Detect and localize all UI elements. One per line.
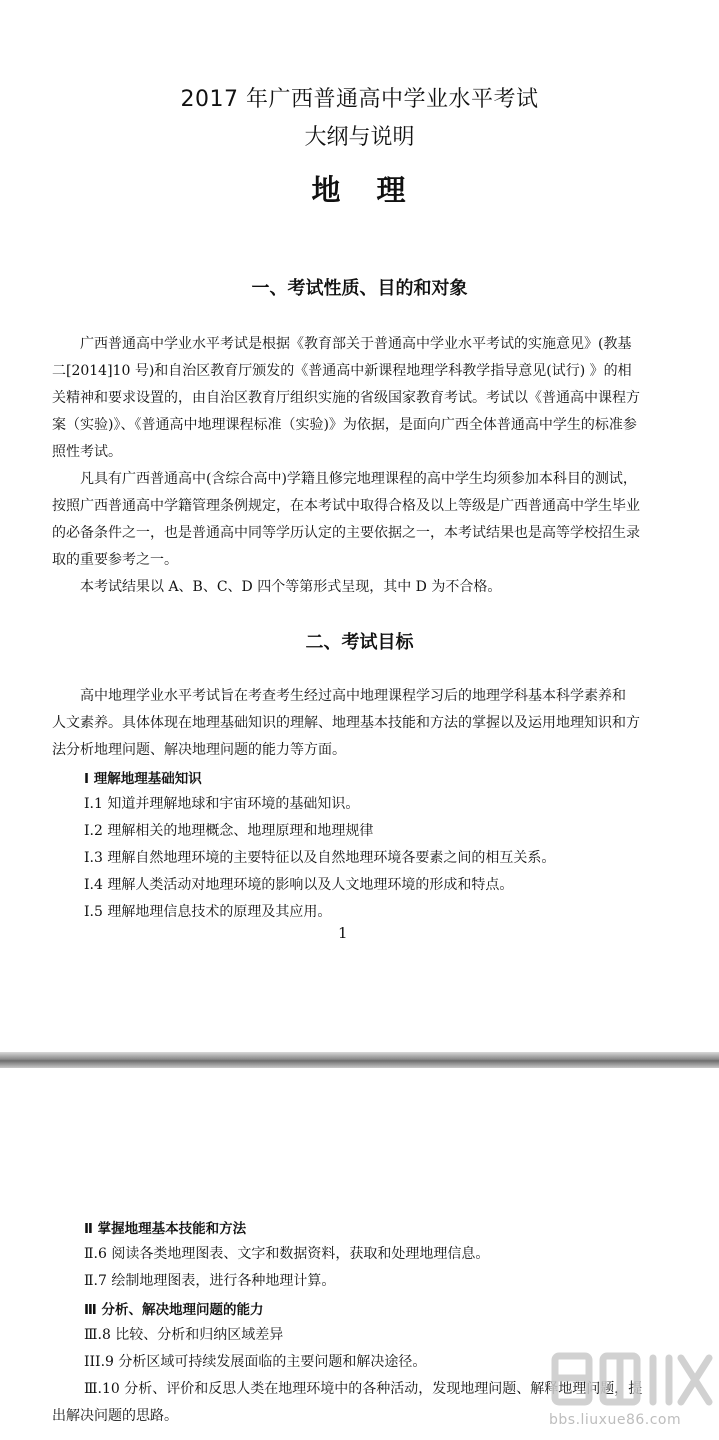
part2-item: Ⅱ.7 绘制地理图表，进行各种地理计算。 <box>84 1273 336 1289</box>
s2-p1-line1: 高中地理学业水平考试旨在考查考生经过高中地理课程学习后的地理学科基本科学素养和 <box>80 688 626 704</box>
s1-p2-line3: 的必备条件之一，也是普通高中同等学历认定的主要依据之一，本考试结果也是高等学校招生录 <box>52 525 640 541</box>
part3-item: Ⅲ.10 分析、评价和反思人类在地理环境中的各种活动，发现地理问题、解释地理问题，提 <box>84 1381 643 1397</box>
s2-p1-line2: 人文素养。具体体现在地理基础知识的理解、地理基本技能和方法的掌握以及运用地理知识和方 <box>52 715 640 731</box>
s1-p1-line4: 案（实验)》、《普通高中地理课程标准（实验)》为依据，是面向广西全体普通高中学生的标准参 <box>52 417 637 433</box>
part1-item: Ⅰ.5 理解地理信息技术的原理及其应用。 <box>84 904 332 920</box>
part1-heading: Ⅰ 理解地理基础知识 <box>84 771 202 787</box>
s1-p1-line1: 广西普通高中学业水平考试是根据《教育部关于普通高中学业水平考试的实施意见》(教基 <box>80 336 632 352</box>
s1-p1-line5: 照性考试。 <box>52 444 122 460</box>
s1-p2-line2: 按照广西普通高中学籍管理条例规定，在本考试中取得合格及以上等级是广西普通高中学生毕业 <box>52 498 640 514</box>
part1-item: Ⅰ.1 知道并理解地球和宇宙环境的基础知识。 <box>84 796 360 812</box>
watermark-logo-graphic <box>547 1342 717 1412</box>
page-number: 1 <box>338 924 348 942</box>
watermark-url: bbs.liuxue86.com <box>549 1412 682 1428</box>
part1-item: Ⅰ.4 理解人类活动对地理环境的影响以及人文地理环境的形成和特点。 <box>84 877 514 893</box>
part3-heading: Ⅲ 分析、解决地理问题的能力 <box>84 1302 264 1318</box>
s1-p1-line2: 二[2014]10 号)和自治区教育厅颁发的《普通高中新课程地理学科教学指导意见(试行) 》的相 <box>52 363 632 379</box>
document-title: 2017 年广西普通高中学业水平考试 <box>180 87 539 112</box>
document-subtitle: 大纲与说明 <box>304 125 415 150</box>
s1-p3-line1: 本考试结果以 A、B、C、D 四个等第形式呈现，其中 D 为不合格。 <box>80 579 502 595</box>
page-separator <box>0 1052 719 1068</box>
s2-p1-line3: 法分析地理问题、解决地理问题的能力等方面。 <box>52 742 346 758</box>
s1-p1-line3: 关精神和要求设置的，由自治区教育厅组织实施的省级国家教育考试。考试以《普通高中课程方 <box>52 390 640 406</box>
section2-heading: 二、考试目标 <box>305 632 414 653</box>
part3-item: 出解决问题的思路。 <box>52 1408 178 1424</box>
part3-item: Ⅲ.8 比较、分析和归纳区域差异 <box>84 1327 284 1343</box>
s1-p2-line1: 凡具有广西普通高中(含综合高中)学籍且修完地理课程的高中学生均须参加本科目的测试， <box>80 471 637 487</box>
part3-item: III.9 分析区域可持续发展面临的主要问题和解决途径。 <box>84 1354 427 1370</box>
section1-heading: 一、考试性质、目的和对象 <box>251 278 468 299</box>
part2-heading: Ⅱ 掌握地理基本技能和方法 <box>84 1221 247 1237</box>
s1-p2-line4: 取的重要参考之一。 <box>52 552 178 568</box>
subject-title: 地 理 <box>311 173 408 207</box>
part1-item: Ⅰ.2 理解相关的地理概念、地理原理和地理规律 <box>84 823 374 839</box>
part2-item: Ⅱ.6 阅读各类地理图表、文字和数据资料，获取和处理地理信息。 <box>84 1246 490 1262</box>
part1-item: Ⅰ.3 理解自然地理环境的主要特征以及自然地理环境各要素之间的相互关系。 <box>84 850 556 866</box>
watermark-logo <box>547 1342 717 1436</box>
